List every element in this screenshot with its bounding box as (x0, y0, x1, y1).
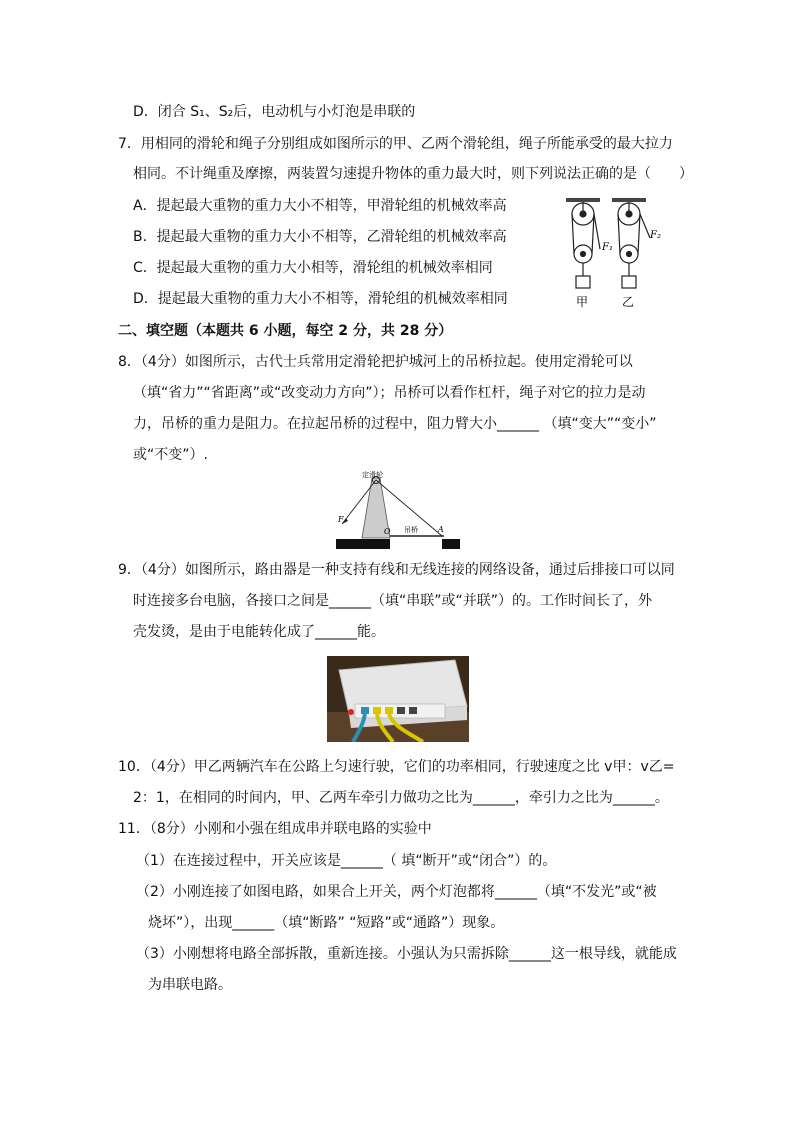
q11-line1: 11．（8分）小刚和小强在组成串并联电路的实验中 (118, 821, 432, 837)
q11-part2-line1: （2）小刚连接了如图电路，如果合上开关，两个灯泡都将______（填“不发光”或“被 (136, 884, 657, 900)
force-f-label: F (338, 515, 344, 524)
drawbridge-figure (334, 468, 462, 552)
q7-option-c: C．提起最大重物的重力大小相等，滑轮组的机械效率相同 (133, 260, 493, 276)
q8-line2: （填“省力”“省距离”或“改变动力方向”）；吊桥可以看作杠杆，绳子对它的拉力是动 (133, 385, 646, 401)
label-jia: 甲 (576, 295, 589, 309)
q10-line2: 2：1，在相同的时间内，甲、乙两车牵引力做功之比为______，牵引力之比为______。 (133, 790, 669, 806)
pulley-system-figure (560, 194, 670, 312)
q11-part1: （1）在连接过程中，开关应该是______（ 填“断开”或“闭合”）的。 (136, 853, 557, 869)
force-f2-label: F₂ (650, 230, 661, 241)
q11-part2-line2: 烧坏”），出现______（填“断路” “短路”或“通路”）现象。 (148, 915, 505, 931)
q11-part3-line2: 为串联电路。 (148, 977, 232, 993)
q7-option-a: A．提起最大重物的重力大小不相等，甲滑轮组的机械效率高 (133, 198, 507, 214)
q8-line4: 或“不变”）. (133, 447, 208, 463)
section-2-title: 二、填空题（本题共 6 小题，每空 2 分，共 28 分） (118, 323, 453, 339)
label-yi: 乙 (622, 295, 635, 309)
q11-part3-line1: （3）小刚想将电路全部拆散，重新连接。小强认为只需拆除______这一根导线，就能成 (136, 946, 677, 962)
q9-line2: 时连接多台电脑，各接口之间是______（填“串联”或“并联”）的。工作时间长了，外 (133, 593, 653, 609)
fixed-pulley-label: 定滑轮 (362, 471, 383, 479)
q9-line3: 壳发烫，是由于电能转化成了______能。 (133, 624, 385, 640)
point-a-label: A (438, 525, 444, 534)
router-photo (327, 656, 469, 742)
q7-stem-line2: 相同。不计绳重及摩擦，两装置匀速提升物体的重力最大时，则下列说法正确的是（ ） (133, 166, 693, 182)
q6-option-d: D．闭合 S₁、S₂后，电动机与小灯泡是串联的 (133, 104, 416, 120)
pivot-o-label: O (384, 527, 391, 536)
q10-line1: 10．（4分）甲乙两辆汽车在公路上匀速行驶，它们的功率相同，行驶速度之比 v甲：v乙= (118, 759, 675, 775)
q7-option-b: B．提起最大重物的重力大小不相等，乙滑轮组的机械效率高 (133, 229, 507, 245)
force-f1-label: F₁ (602, 242, 613, 253)
q8-line1: 8．（4分）如图所示，古代士兵常用定滑轮把护城河上的吊桥拉起。使用定滑轮可以 (118, 354, 633, 370)
q8-line3: 力，吊桥的重力是阻力。在拉起吊桥的过程中，阻力臂大小______ （填“变大”“变小” (133, 416, 657, 432)
q9-line1: 9．（4分）如图所示，路由器是一种支持有线和无线连接的网络设备，通过后排接口可以同 (118, 562, 675, 578)
q7-option-d: D．提起最大重物的重力大小不相等，滑轮组的机械效率相同 (133, 291, 508, 307)
q7-stem-line1: 7．用相同的滑轮和绳子分别组成如图所示的甲、乙两个滑轮组，绳子所能承受的最大拉力 (118, 136, 673, 152)
drawbridge-label: 吊桥 (404, 526, 418, 534)
